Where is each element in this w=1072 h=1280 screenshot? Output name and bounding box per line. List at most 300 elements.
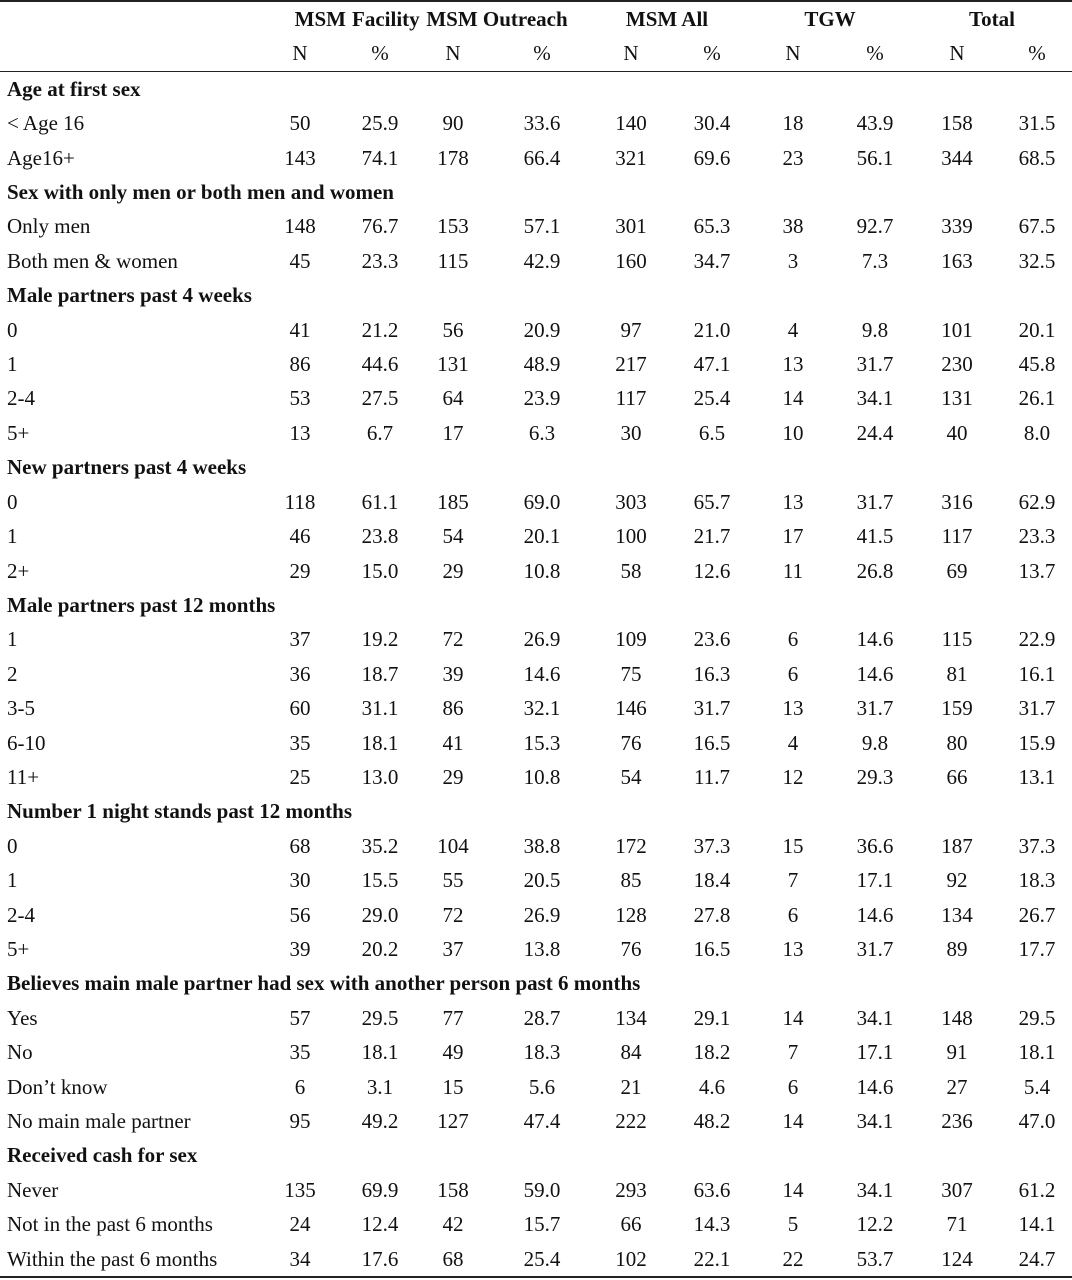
table-cell: 15.7	[523, 1212, 561, 1237]
table-cell: 27.5	[361, 386, 399, 411]
table-cell: 104	[437, 833, 469, 858]
table-cell: 100	[615, 524, 647, 549]
row-label: < Age 16	[7, 111, 85, 136]
table-cell: 27	[946, 1074, 968, 1099]
table-cell: 24	[289, 1212, 311, 1237]
table-cell: 29.1	[693, 1005, 731, 1030]
table-cell: 185	[437, 489, 469, 514]
table-cell: 29.3	[856, 764, 894, 789]
subheader-cell: N	[408, 36, 498, 71]
table-cell: 10.8	[523, 558, 561, 583]
table-row	[0, 760, 1072, 794]
row-label: Yes	[7, 1005, 38, 1030]
table-cell: 301	[615, 214, 647, 239]
table-cell: 75	[620, 661, 642, 686]
table-cell: 56	[289, 902, 311, 927]
table-cell: 39	[442, 661, 464, 686]
table-cell: 3	[787, 248, 799, 273]
subheader-corner	[0, 36, 248, 71]
table-cell: 163	[941, 248, 973, 273]
table-cell: 321	[615, 145, 647, 170]
table-cell: 69.6	[693, 145, 731, 170]
table-cell: 9.8	[861, 730, 889, 755]
table-cell: 26.1	[1018, 386, 1056, 411]
section-title: Male partners past 12 months	[7, 592, 276, 617]
table-cell: 62.9	[1018, 489, 1056, 514]
table-cell: 25.9	[361, 111, 399, 136]
section-title: Received cash for sex	[7, 1143, 198, 1168]
table-cell: 13	[289, 420, 311, 445]
table-cell: 63.6	[693, 1177, 731, 1202]
row-label: 5+	[7, 936, 30, 961]
table-cell: 127	[437, 1109, 469, 1133]
table-cell: 42	[442, 1212, 464, 1237]
header-group-total: Total	[912, 1, 1072, 36]
table-cell: 124	[912, 1242, 1002, 1277]
table-cell: 91	[946, 1040, 968, 1065]
table-cell: 41	[289, 317, 311, 342]
table-cell: 6.3	[528, 420, 556, 445]
table-cell: 36	[289, 661, 311, 686]
table-cell: 85	[620, 868, 642, 893]
table-row	[0, 1070, 1072, 1104]
table-cell: 13.0	[361, 764, 399, 789]
table-row	[0, 554, 1072, 588]
table-cell: 21.7	[693, 524, 731, 549]
table-cell: 37.3	[693, 833, 731, 858]
table-cell: 66.4	[523, 145, 561, 170]
table-cell: 32.5	[1018, 248, 1056, 273]
table-cell: 29	[442, 558, 464, 583]
table-cell: 13	[782, 489, 804, 514]
table-cell: 115	[437, 248, 469, 273]
table-cell: 31.7	[856, 936, 894, 961]
table-cell: 15.5	[361, 868, 399, 893]
table-cell: 172	[615, 833, 647, 858]
table-cell: 48.2	[693, 1109, 731, 1133]
section-header-row	[0, 1138, 1072, 1172]
table-cell: 65.3	[693, 214, 731, 239]
table-cell: 12.6	[693, 558, 731, 583]
section-title: Number 1 night stands past 12 months	[7, 799, 353, 824]
table-body	[0, 71, 1072, 1277]
row-label: Don’t know	[7, 1074, 108, 1099]
table-cell: 25.4	[693, 386, 731, 411]
header-group-msm: MSM	[248, 1, 352, 36]
table-cell: 11	[782, 558, 804, 583]
table-cell: 26.9	[523, 902, 561, 927]
table-cell: 12.2	[856, 1212, 894, 1237]
subheader-cell: %	[676, 36, 748, 71]
table-cell: 148	[941, 1005, 973, 1030]
table-cell: 115	[941, 627, 973, 652]
table-cell: 38	[782, 214, 804, 239]
table-cell: 45	[289, 248, 311, 273]
table-cell: 6	[787, 1074, 799, 1099]
table-cell: 72	[442, 902, 464, 927]
section-header-row	[0, 588, 1072, 622]
table-cell: 68	[289, 833, 311, 858]
subheader-cell: N	[586, 36, 676, 71]
table-cell: 23.6	[693, 627, 731, 652]
table-row	[0, 691, 1072, 725]
table-cell: 22.9	[1018, 627, 1056, 652]
table-cell: 34.1	[856, 1005, 894, 1030]
table-cell: 68.5	[1018, 145, 1056, 170]
table-cell: 21.0	[693, 317, 731, 342]
table-cell: 118	[284, 489, 316, 514]
table-header	[0, 1, 1072, 71]
table-cell: 74.1	[361, 145, 399, 170]
row-label: Not in the past 6 months	[7, 1212, 213, 1237]
table-cell: 38.8	[523, 833, 561, 858]
table-row	[0, 244, 1072, 278]
table-row	[0, 347, 1072, 381]
table-cell: 18.2	[693, 1040, 731, 1065]
table-row	[0, 209, 1072, 243]
table-cell: 34.1	[856, 1109, 894, 1133]
table-cell: 217	[615, 352, 647, 377]
table-cell: 6.5	[698, 420, 726, 445]
table-cell: 14.6	[856, 661, 894, 686]
table-cell: 92	[946, 868, 968, 893]
table-cell: 37.3	[1018, 833, 1056, 858]
table-cell: 6	[787, 902, 799, 927]
table-cell: 6	[787, 661, 799, 686]
table-row	[0, 141, 1072, 175]
table-cell: 29.5	[361, 1005, 399, 1030]
table-cell: 23.9	[523, 386, 561, 411]
table-cell: 23.8	[361, 524, 399, 549]
table-row	[0, 898, 1072, 932]
row-label: 0	[7, 833, 18, 858]
table-cell: 66	[946, 764, 968, 789]
row-label: 5+	[7, 420, 30, 445]
table-cell: 303	[615, 489, 647, 514]
subheader-cell: %	[498, 36, 586, 71]
table-cell: 37	[289, 627, 311, 652]
row-label: Within the past 6 months	[0, 1242, 248, 1277]
table-cell: 3.1	[366, 1074, 394, 1099]
table-cell: 17	[782, 524, 804, 549]
table-cell: 23.3	[361, 248, 399, 273]
table-cell: 32.1	[523, 696, 561, 721]
table-cell: 158	[437, 1177, 469, 1202]
row-label: 2-4	[7, 386, 35, 411]
table-cell: 17.1	[856, 868, 894, 893]
table-row	[0, 1001, 1072, 1035]
table-row	[0, 1104, 1072, 1138]
table-cell: 134	[941, 902, 973, 927]
table-cell: 81	[946, 661, 968, 686]
table-cell: 49	[442, 1040, 464, 1065]
table-row	[0, 657, 1072, 691]
table-cell: 13	[782, 696, 804, 721]
table-row	[0, 313, 1072, 347]
table-cell: 10	[782, 420, 804, 445]
table-cell: 146	[615, 696, 647, 721]
table-cell: 13	[782, 352, 804, 377]
header-group-tgw: TGW	[748, 1, 912, 36]
row-label: 3-5	[7, 696, 35, 721]
table-cell: 76.7	[361, 214, 399, 239]
table-cell: 153	[437, 214, 469, 239]
table-cell: 56.1	[856, 145, 894, 170]
table-cell: 29.5	[1018, 1005, 1056, 1030]
table-cell: 53	[289, 386, 311, 411]
table-cell: 20.9	[523, 317, 561, 342]
table-cell: 26.8	[856, 558, 894, 583]
table-cell: 109	[615, 627, 647, 652]
table-cell: 12.4	[361, 1212, 399, 1237]
table-cell: 135	[284, 1177, 316, 1202]
table-cell: 66	[620, 1212, 642, 1237]
table-cell: 30	[289, 868, 311, 893]
table-cell: 77	[442, 1005, 464, 1030]
table-cell: 13	[782, 936, 804, 961]
table-cell: 92.7	[856, 214, 894, 239]
table-cell: 5.6	[528, 1074, 556, 1099]
row-label: 0	[7, 317, 18, 342]
table-cell: 33.6	[523, 111, 561, 136]
table-cell: 15	[442, 1074, 464, 1099]
table-cell: 14	[782, 1005, 804, 1030]
row-label: 6-10	[7, 730, 46, 755]
table-cell: 29.0	[361, 902, 399, 927]
table-cell: 35.2	[361, 833, 399, 858]
table-cell: 31.1	[361, 696, 399, 721]
table-cell: 8.0	[1023, 420, 1051, 445]
table-cell: 40	[946, 420, 968, 445]
table-cell: 16.5	[693, 730, 731, 755]
table-cell: 7	[787, 1040, 799, 1065]
header-group-row	[0, 1, 1072, 36]
table-cell: 41	[442, 730, 464, 755]
table-row	[0, 622, 1072, 656]
table-cell: 42.9	[523, 248, 561, 273]
table-cell: 222	[615, 1109, 647, 1133]
table-cell: 35	[289, 1040, 311, 1065]
row-label: 2+	[7, 558, 30, 583]
table-cell: 31.7	[1018, 696, 1056, 721]
row-label: 2-4	[7, 902, 35, 927]
header-group-msm-outreach: MSM Outreach	[408, 1, 586, 36]
subheader-cell: %	[838, 36, 912, 71]
table-cell: 27.8	[693, 902, 731, 927]
table-cell: 23	[782, 145, 804, 170]
table-cell: 55	[442, 868, 464, 893]
table-cell: 37	[442, 936, 464, 961]
table-row	[0, 485, 1072, 519]
table-cell: 18.3	[523, 1040, 561, 1065]
table-cell: 14.6	[856, 902, 894, 927]
table-cell: 53.7	[838, 1242, 912, 1277]
table-cell: 61.2	[1018, 1177, 1056, 1202]
table-cell: 45.8	[1018, 352, 1056, 377]
table-cell: 80	[946, 730, 968, 755]
table-cell: 47.0	[1018, 1109, 1056, 1133]
table-cell: 230	[941, 352, 973, 377]
table-cell: 34.1	[856, 386, 894, 411]
table-cell: 307	[941, 1177, 973, 1202]
table-cell: 30.4	[693, 111, 731, 136]
table-cell: 41.5	[856, 524, 894, 549]
table-cell: 54	[442, 524, 464, 549]
table-cell: 43.9	[856, 111, 894, 136]
table-cell: 60	[289, 696, 311, 721]
table-cell: 344	[941, 145, 973, 170]
table-cell: 69.9	[361, 1177, 399, 1202]
table-cell: 16.5	[693, 936, 731, 961]
row-label: 1	[7, 352, 18, 377]
table-cell: 47.1	[693, 352, 731, 377]
table-cell: 31.7	[856, 696, 894, 721]
table-row	[0, 519, 1072, 553]
table-cell: 21.2	[361, 317, 399, 342]
table-cell: 24.4	[856, 420, 894, 445]
table-cell: 159	[941, 696, 973, 721]
table-cell: 19.2	[361, 627, 399, 652]
row-label: Never	[7, 1177, 59, 1202]
table-cell: 236	[941, 1109, 973, 1133]
table-cell: 15.3	[523, 730, 561, 755]
table-cell: 6	[787, 627, 799, 652]
table-cell: 47.4	[523, 1109, 561, 1133]
table-cell: 57	[289, 1005, 311, 1030]
table-cell: 316	[941, 489, 973, 514]
row-label: 1	[7, 868, 18, 893]
table-cell: 339	[941, 214, 973, 239]
table-cell: 39	[289, 936, 311, 961]
table-cell: 17	[442, 420, 464, 445]
table-cell: 49.2	[361, 1109, 399, 1133]
table-cell: 117	[941, 524, 973, 549]
table-cell: 24.7	[1002, 1242, 1072, 1277]
table-cell: 101	[941, 317, 973, 342]
subheader-cell: N	[748, 36, 838, 71]
table-cell: 90	[442, 111, 464, 136]
table-cell: 35	[289, 730, 311, 755]
table-cell: 12	[782, 764, 804, 789]
table-cell: 67.5	[1018, 214, 1056, 239]
subheader-cell: %	[1002, 36, 1072, 71]
table-cell: 34.1	[856, 1177, 894, 1202]
table-cell: 18.1	[1018, 1040, 1056, 1065]
table-cell: 14.3	[693, 1212, 731, 1237]
table-cell: 4	[787, 317, 799, 342]
header-group-msm-all: MSM All	[586, 1, 748, 36]
table-cell: 7.3	[861, 248, 889, 273]
header-corner	[0, 1, 248, 36]
header-group-facility: Facility	[352, 1, 408, 36]
subheader-cell: N	[912, 36, 1002, 71]
table-cell: 16.1	[1018, 661, 1056, 686]
section-title: Believes main male partner had sex with another person past 6 months	[7, 971, 641, 996]
table-row	[0, 381, 1072, 415]
table-cell: 26.9	[523, 627, 561, 652]
table-cell: 56	[442, 317, 464, 342]
table-cell: 29	[289, 558, 311, 583]
table-cell: 18.7	[361, 661, 399, 686]
table-row	[0, 1242, 1072, 1277]
table-cell: 21	[620, 1074, 642, 1099]
table-cell: 143	[284, 145, 316, 170]
table-cell: 26.7	[1018, 902, 1056, 927]
table-cell: 11.7	[694, 764, 730, 789]
table-cell: 131	[941, 386, 973, 411]
table-cell: 17.6	[352, 1242, 408, 1277]
table-cell: 15.0	[361, 558, 399, 583]
table-cell: 293	[615, 1177, 647, 1202]
table-cell: 13.1	[1018, 764, 1056, 789]
table-cell: 22	[748, 1242, 838, 1277]
table-cell: 97	[620, 317, 642, 342]
table-cell: 71	[946, 1212, 968, 1237]
subheader-cell: %	[352, 36, 408, 71]
table-cell: 36.6	[856, 833, 894, 858]
row-label: No	[7, 1040, 33, 1065]
table-row	[0, 932, 1072, 966]
table-cell: 28.7	[523, 1005, 561, 1030]
table-cell: 44.6	[361, 352, 399, 377]
table-row	[0, 1207, 1072, 1241]
table-cell: 20.1	[1018, 317, 1056, 342]
table-row	[0, 726, 1072, 760]
table-cell: 57.1	[523, 214, 561, 239]
table-cell: 131	[437, 352, 469, 377]
table-cell: 18	[782, 111, 804, 136]
table-cell: 6.7	[366, 420, 394, 445]
section-title: Male partners past 4 weeks	[7, 283, 252, 308]
table-cell: 14	[782, 1109, 804, 1133]
section-title: Age at first sex	[7, 76, 141, 101]
table-cell: 4.6	[698, 1074, 726, 1099]
table-cell: 76	[620, 730, 642, 755]
table-cell: 14.1	[1018, 1212, 1056, 1237]
table-cell: 10.8	[523, 764, 561, 789]
table-row	[0, 106, 1072, 140]
row-label: 0	[7, 489, 18, 514]
table-cell: 25.4	[498, 1242, 586, 1277]
table-cell: 18.1	[361, 1040, 399, 1065]
table-cell: 140	[615, 111, 647, 136]
section-header-row	[0, 71, 1072, 106]
table-cell: 31.5	[1018, 111, 1056, 136]
table-cell: 72	[442, 627, 464, 652]
table-cell: 158	[941, 111, 973, 136]
table-cell: 25	[289, 764, 311, 789]
table-cell: 22.1	[676, 1242, 748, 1277]
table-cell: 86	[289, 352, 311, 377]
table-cell: 31.7	[856, 352, 894, 377]
section-header-row	[0, 450, 1072, 484]
row-label: Only men	[7, 214, 91, 239]
table-cell: 14.6	[523, 661, 561, 686]
table-cell: 31.7	[693, 696, 731, 721]
table-cell: 14	[782, 1177, 804, 1202]
subheader-cell: N	[248, 36, 352, 71]
table-cell: 160	[615, 248, 647, 273]
table-cell: 48.9	[523, 352, 561, 377]
table-cell: 13.7	[1018, 558, 1056, 583]
table-cell: 86	[442, 696, 464, 721]
table-cell: 17.1	[856, 1040, 894, 1065]
table-cell: 84	[620, 1040, 642, 1065]
table-cell: 31.7	[856, 489, 894, 514]
row-label: 2	[7, 661, 18, 686]
row-label: 1	[7, 524, 18, 549]
table-cell: 128	[615, 902, 647, 927]
